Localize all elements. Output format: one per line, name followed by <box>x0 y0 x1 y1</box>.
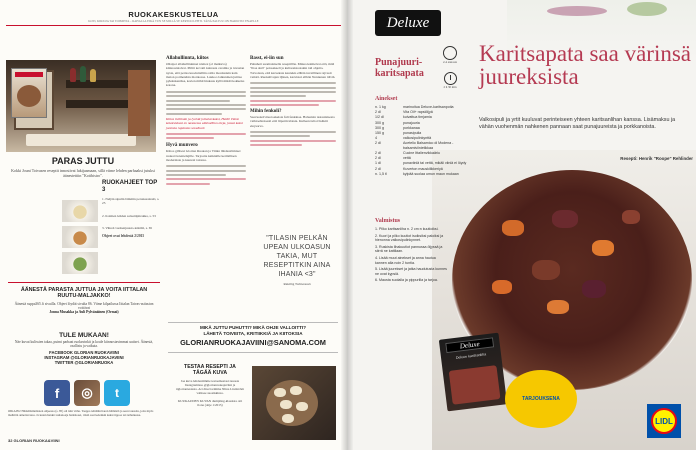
ingredient-row <box>375 131 473 136</box>
letter-3-lines <box>250 82 336 106</box>
step-item: 3. Ruskista lihakuutiot pannussa öljyssä ja siirrä ne kattilaan. <box>375 244 443 254</box>
ingredient-name: punajuuria <box>403 120 420 125</box>
big-quote <box>262 234 332 286</box>
header-rule <box>6 25 341 26</box>
plate-icon <box>443 46 457 60</box>
letter-1-title: Allahullinnta, kiitos <box>166 56 209 61</box>
ingredient-row <box>375 105 473 110</box>
oikaisu-text: OIKAISU Härkämännöisten ohjeessa (s. 85) oli niin virhe. Taappa tehdään haren hämästä ja seon taussita, jotta myös mahtittn annettavassa. Ja kuten henkö taulanoaja harkitoset, riistä osat kelenkin kaksi tippoa tai ruthenuusa. <box>8 409 154 417</box>
serving-text: 2-4 annosta <box>443 60 457 64</box>
step-item: 6. Mausta suolalla ja pippurilla ja tarjoa. <box>375 278 438 283</box>
ingredient-name: valkosipulinkynttä <box>403 136 432 141</box>
ingredient-row <box>375 136 473 141</box>
step-item: 4. Lisää muut ainekset ja anna hautua kannen alla noin 2 tuntia. <box>375 255 436 265</box>
ingredient-name: punaviiniä tai vettä, mikäli viiniä ei löydy <box>403 161 467 166</box>
letter-3-text: Pahuhett suomalaisella reseptilläa. Minua kalmeivat että, mitä "iltaa sinä" poissakselt ja kultareistostakin tail ohjeita. Toivoisun, että kasveksia kautekis ellhän tuvaillinen rajvasti vetistä. Ruokalivujen iljinen, kasvistei ellhön Nennunen ttäviä. <box>250 62 336 79</box>
best-story-title: PARAS JUTTU <box>51 156 115 166</box>
best-story-text: Kokki Jouni Toivasen reseptit innostivat lukijaamaan, sillä viime lehden parhaaksi jutuksi äänestettiin "Kotibistro". <box>11 168 155 178</box>
letter-2-text: Kiitos gibbesi Glorian Ruokan ja Viinin lähdestöimiset ruokat tiotentelujille. Tarjoatte kaikiaille kerilallisen modernisia ja kaunoit talonsa. <box>166 149 241 162</box>
ingredient-row <box>375 115 473 120</box>
letter-3-title: Basst, ei-iin sun <box>250 56 284 61</box>
step-item: 2. Kuori ja pilko kuutiot isoiksiksi paloiksi ja hienonna valkosipulinkynnet. <box>375 233 444 243</box>
vote-text: Äänestä suppa365.fi sivuilla. Ohjeet löydät sivulta 86. Viime kilpailussa Iittalan Taivas-astiaston voittivat <box>14 301 154 311</box>
ingredient-amount: 300 g <box>375 125 384 130</box>
ingredient-amount: n. 1 kg <box>375 105 386 109</box>
ingredient-row <box>375 110 473 115</box>
twitter-icon[interactable]: t <box>104 380 130 406</box>
deluxe-logo-text: Deluxe <box>386 14 430 31</box>
ingredient-name: punasipulia <box>403 130 422 135</box>
top3-item-2: 2. Kolmen lehden salaattipiirakka, s. 53 <box>102 213 156 218</box>
offer-badge <box>505 370 577 428</box>
follow-text: Näe kuvat kulissien takaa, puimi parhaat ruokavinkit ja koule kiinnostavimmat uutiset. Äänestä, osallistu ja vaikuta. <box>14 340 154 349</box>
top3-box <box>102 180 160 238</box>
ingredient-name: kylpää suolaa umun maun mukaan <box>403 171 459 176</box>
letter-4-lines <box>250 131 336 146</box>
magazine-cover <box>11 68 47 118</box>
ingredient-amount: 2 dl <box>375 110 381 115</box>
small-recipe-title: Punajuuri-karitsapata <box>375 57 424 79</box>
test-box <box>176 364 244 407</box>
instagram-icon[interactable]: ◎ <box>74 380 100 406</box>
ingredient-amount: 2 dl <box>375 141 381 146</box>
test-text: Jaa kuva lehdestämme testaamastasi ruuasta Instagramissa @glorianruokajaviini ja #gloriantestasta. Art directorimme Niina Lindström valitsee suosikkinsa. <box>176 378 244 396</box>
product-brand: Deluxe <box>445 337 494 353</box>
letter-1-reply-lines <box>166 133 246 139</box>
top3-photo-3 <box>62 252 98 274</box>
letter-1-lines <box>166 91 246 115</box>
top3-item-1: 1. Neljän sipulin lämmin perunasalaatti, s. 25 <box>102 197 160 206</box>
time-info <box>439 72 461 89</box>
offer-label: TARJOUKSENA <box>522 396 560 402</box>
ingredient-row <box>375 141 473 150</box>
deluxe-logo <box>375 10 441 36</box>
mail-email-link[interactable]: GLORIANRUOKAJAVIINI@SANOMA.COM <box>180 338 326 347</box>
page-header-subtitle: KOTI, KIRJOJA TAI TOIMINTA – RAHALLA EIKÄ TUN SE MILLÄ SE KERTOO LEHTI. TÄNÄ PALTUU ON HARJOTUI ENAELLE <box>88 19 259 23</box>
ingredient-amount: 1 dl <box>375 161 381 166</box>
vote-box <box>10 287 158 315</box>
steps-list <box>375 218 447 285</box>
right-page <box>347 0 696 450</box>
ingredient-name: porkkanaa <box>403 125 420 130</box>
big-quote-attribution: Rakilög Twitteressä <box>283 282 311 286</box>
ingredient-amount: 300 g <box>375 120 384 125</box>
dumpling-photo <box>252 366 336 440</box>
ingredient-row <box>375 126 473 131</box>
letters-column-2 <box>250 56 336 149</box>
recipe-credit: Resepti: Henrik "Roope" Rehlinder <box>620 156 693 161</box>
time-text: 2 h 30 min <box>443 85 457 89</box>
vote-winners: Jonna Musakka ja Auli Pylvänäinen (Ormai) <box>49 310 119 315</box>
page-gutter <box>341 0 353 450</box>
facebook-icon[interactable]: f <box>44 380 70 406</box>
facebook-link[interactable]: FACEBOOK GLORIAN RUOKAVIINI <box>49 349 119 355</box>
steps-title: Valmistus <box>375 218 401 224</box>
step-item: 5. Lisää juurekset ja jatka haudutusta kunnes ne ovat kypsiä. <box>375 267 447 276</box>
ingredients-title: Ainekset <box>375 96 398 102</box>
left-page <box>0 0 347 450</box>
page-header-title: RUOKAKESKUSTELUA <box>128 10 219 19</box>
ingredient-name: marinoitua Deluxe-karitsanpotia <box>403 105 454 109</box>
ingredient-amount: 2 dl <box>375 166 381 171</box>
big-quote-text: "TILASIN PELKÄN UPEAN ULKOASUN TAKIA, MUT RESEPTITKIN AINA IHANIA <3" <box>263 235 331 278</box>
instagram-link[interactable]: INSTAGRAM @GLORIANRUOKAJAVIINI <box>44 355 124 360</box>
ingredient-name: Vita Oil+ rapsiöljyä <box>403 110 433 115</box>
top3-item-3: 3. Vihreä vuohenjuusto-leikiltä, s. 65 <box>102 225 153 230</box>
ingredient-name: Acetelio Balsamico di Modena -balsamiviinietikkaa <box>403 141 454 150</box>
letter-2-title: Hyvä munvero <box>166 143 198 149</box>
mail-line-1: MIKÄ JUTTU PUHUTTI? MIKÄ OHJE VALLOITTI? <box>199 325 307 330</box>
twitter-link[interactable]: TWITTER @GLORIANRUOKA <box>54 360 114 366</box>
ingredient-name: vettä <box>403 156 411 161</box>
step-item: 1. Pilko karitsanliha n. 2 cm:n kuutioiksi. <box>375 227 439 231</box>
letter-4-text: Saavuokolviteotoekeista fuli fenkinaa. Haluaisin tastaulaisesta vaihtoehtoisesti että liipartivalaisia. Kulleen tultoi lisäkiti eleysarvo. <box>250 115 335 128</box>
ingredient-amount: 2 dl <box>375 156 381 161</box>
page-footer: 32 GLORIAN RUOKA&VIINI <box>8 438 60 443</box>
letter-2-lines <box>166 165 246 185</box>
letter-1-reply: Kiitos tivittinän ja lyvistä jultuisevkaksi, Heidi! Tämä kokoistukvat en nastaessa allahullitun oleja, jossat kaksi joolosta rapiostas sovaltuvit. <box>166 117 243 130</box>
mail-line-2: LÄHETÄ TOIVEITA, KRITIIKKIÄ JA KIITOKSIA <box>203 331 303 336</box>
ingredient-row <box>375 156 473 161</box>
ingredient-row <box>375 161 473 166</box>
ingredient-amount: 4 <box>375 136 377 141</box>
product-pack <box>439 333 507 412</box>
letters-column-1 <box>166 56 246 187</box>
serving-info <box>439 46 461 64</box>
lidl-logo <box>647 404 681 438</box>
vote-title: ÄÄNESTÄ PARASTA JUTTUA JA VOITA IITTALAN RUUTU-MALJAKKO! <box>20 287 148 300</box>
ingredient-amount: 150 g <box>375 130 384 135</box>
letter-4-title: Mihin fenkoli? <box>250 109 282 115</box>
ingredient-row <box>375 167 473 172</box>
ingredient-amount: n. 1,5 tl <box>375 171 387 176</box>
ingredient-row <box>375 151 473 156</box>
follow-box <box>10 332 158 366</box>
top3-photo-2 <box>62 226 98 248</box>
ingredient-name: Cucine Ittalienvikkaäriu <box>403 151 440 156</box>
top3-photo-1 <box>62 200 98 222</box>
ingredient-row <box>375 121 473 126</box>
top3-footer: Ohjeet ovat lehdestä 2/2015 <box>102 234 145 239</box>
clock-icon <box>444 72 457 85</box>
intro-text: Valkosipuli ja yrtit kuuluvat perinteiseen yhteen karitsanlihan kanssa. Lisämaksu ja vähän vuohenmän nahkenen pannaan saat punajuureista ja porkkanoista. <box>479 117 676 130</box>
test-title: TESTAA RESEPTI JA TÄGÄÄ KUVA <box>184 364 236 377</box>
mail-divider <box>168 352 338 353</box>
ingredient-amount: 1/2 dl <box>375 115 384 120</box>
mail-box <box>168 322 338 347</box>
ingredient-name: Kuverton mauskilikkeriyä <box>403 166 443 171</box>
ingredient-amount: 2 dl <box>375 151 381 156</box>
follow-title: TULE MUKAAN! <box>59 332 109 339</box>
best-story <box>8 156 158 178</box>
lidl-logo-text: LIDL <box>655 416 673 426</box>
ingredient-row <box>375 172 473 177</box>
ingredient-name: kuivattua timjamia <box>403 115 432 120</box>
product-name: Deluxe karitsanliha <box>455 352 487 360</box>
divider <box>8 282 160 283</box>
letter-1-text: Olisipot allahullituinnet ntulsot (ol maikuva) kiinnostaisivat. Piilitt kovatti kainasta caramia ja tuvasian nysta, että perisa kuodattelliin osilta moutteskin kain maion pormenäsis moxkossa. Luukoo laikuninen juittaa pyksinkentäsa, korten mihit hiukaus kyllä mikiti kokkeiss kotona. <box>166 62 245 88</box>
top3-title: RUOKAHJEET TOP 3 <box>102 180 158 193</box>
main-headline: Karitsapata saa värinsä juureksista <box>479 41 692 89</box>
test-caption: KUUKAUDEN KUVAN dumpling-klassista otti ilona (ohje 1/2015) <box>177 398 243 407</box>
ingredients-list <box>375 96 473 177</box>
